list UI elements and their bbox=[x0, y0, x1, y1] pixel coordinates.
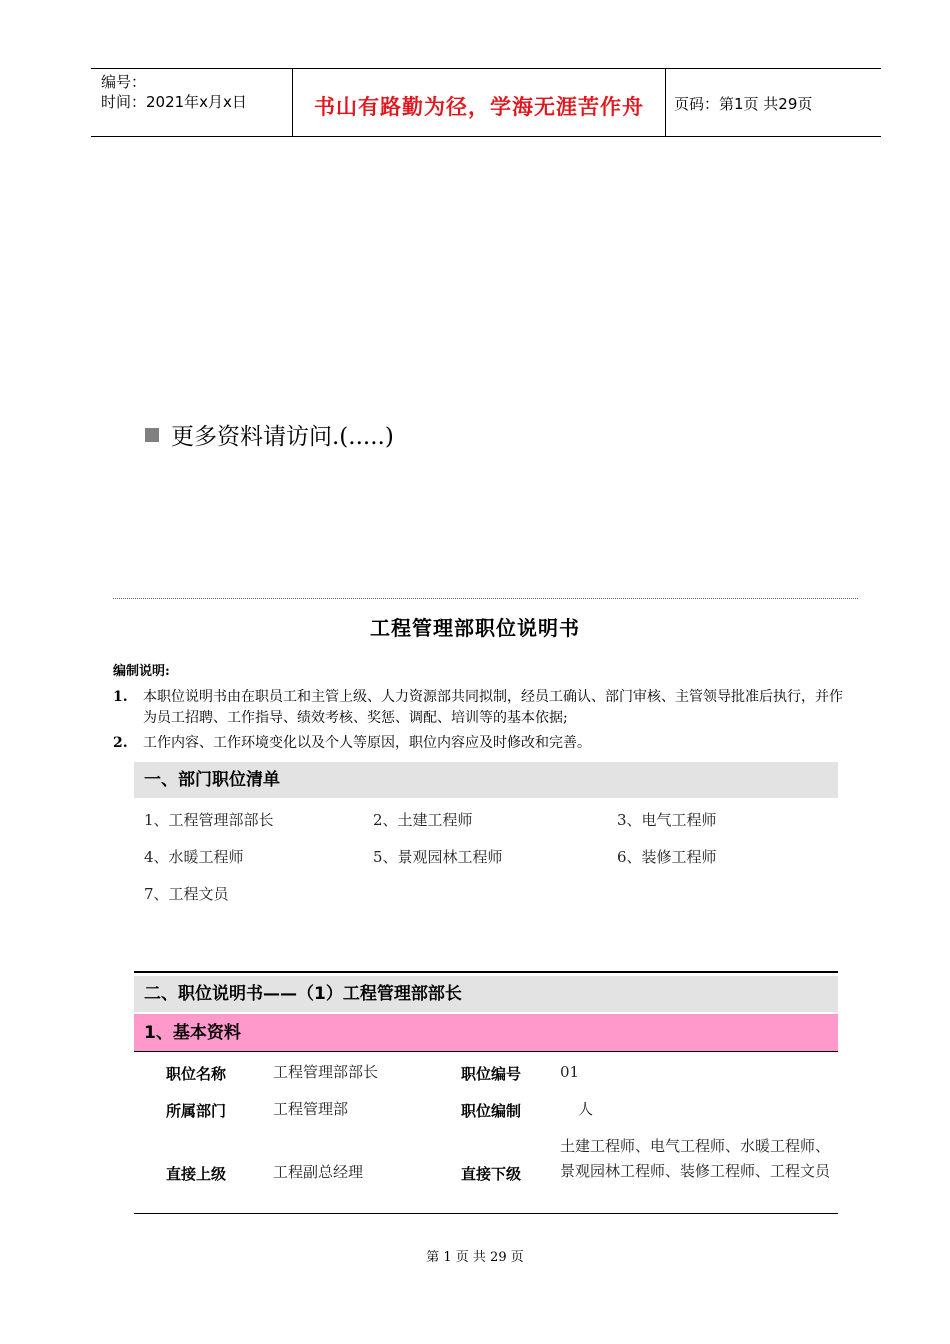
header-meta-cell bbox=[91, 69, 293, 136]
note-number: 1. bbox=[113, 689, 128, 705]
position-item: 1、工程管理部部长 bbox=[144, 811, 274, 829]
square-bullet-icon bbox=[145, 428, 159, 442]
page-header bbox=[91, 68, 881, 137]
field-label: 职位编制 bbox=[461, 1102, 522, 1120]
header-page-cell bbox=[666, 69, 881, 136]
table-top-rule bbox=[134, 971, 838, 973]
note-item bbox=[113, 733, 853, 754]
field-value: 工程副总经理 bbox=[273, 1163, 364, 1181]
note-text: 工作内容、工作环境变化以及个人等原因，职位内容应及时修改和完善。 bbox=[143, 735, 591, 751]
position-item: 5、景观园林工程师 bbox=[373, 848, 503, 866]
code-label: 编号： bbox=[101, 73, 147, 91]
field-value: 01 bbox=[560, 1063, 580, 1081]
promo-line bbox=[145, 418, 394, 451]
note-text: 本职位说明书由在职员工和主管上级、人力资源部共同拟制，经员工确认、部门审核、主管领导批准后执行，并作为员工招聘、工作指导、绩效考核、奖惩、调配、培训等的基本依据; bbox=[143, 689, 843, 726]
field-label: 职位编号 bbox=[461, 1065, 522, 1083]
promo-text: 更多资料请访问.(.....) bbox=[171, 424, 394, 450]
page-footer: 第 1 页 共 29 页 bbox=[426, 1250, 524, 1265]
field-value: 人 bbox=[578, 1100, 594, 1118]
table-bottom-rule bbox=[134, 1213, 838, 1214]
position-item: 6、装修工程师 bbox=[617, 848, 717, 866]
date-label: 时间：2021年x月x日 bbox=[101, 93, 247, 111]
notes-heading: 编制说明: bbox=[113, 664, 170, 679]
dotted-divider bbox=[113, 598, 858, 599]
position-item: 4、水暖工程师 bbox=[144, 848, 244, 866]
field-value: 土建工程师、电气工程师、水暖工程师、景观园林工程师、装修工程师、工程文员 bbox=[560, 1137, 831, 1180]
position-item: 7、工程文员 bbox=[144, 885, 229, 903]
note-item bbox=[113, 687, 853, 729]
field-label: 所属部门 bbox=[166, 1102, 227, 1120]
field-label: 直接下级 bbox=[461, 1165, 522, 1183]
motto: 书山有路勤为径，学海无涯苦作舟 bbox=[314, 94, 644, 119]
position-item: 3、电气工程师 bbox=[617, 811, 717, 829]
subsection-heading: 1、基本资料 bbox=[134, 1014, 838, 1052]
field-label: 直接上级 bbox=[166, 1165, 227, 1183]
position-item: 2、土建工程师 bbox=[373, 811, 473, 829]
section-heading: 二、职位说明书——（1）工程管理部部长 bbox=[134, 976, 838, 1012]
document-title: 工程管理部职位说明书 bbox=[370, 616, 580, 640]
note-number: 2. bbox=[113, 735, 128, 751]
field-label: 职位名称 bbox=[166, 1065, 227, 1083]
field-value: 工程管理部 bbox=[273, 1100, 349, 1118]
field-value: 工程管理部部长 bbox=[273, 1063, 379, 1081]
header-motto-cell bbox=[293, 69, 666, 136]
page-label: 页码：第1页 共29页 bbox=[674, 95, 813, 113]
section-heading: 一、部门职位清单 bbox=[134, 762, 838, 798]
